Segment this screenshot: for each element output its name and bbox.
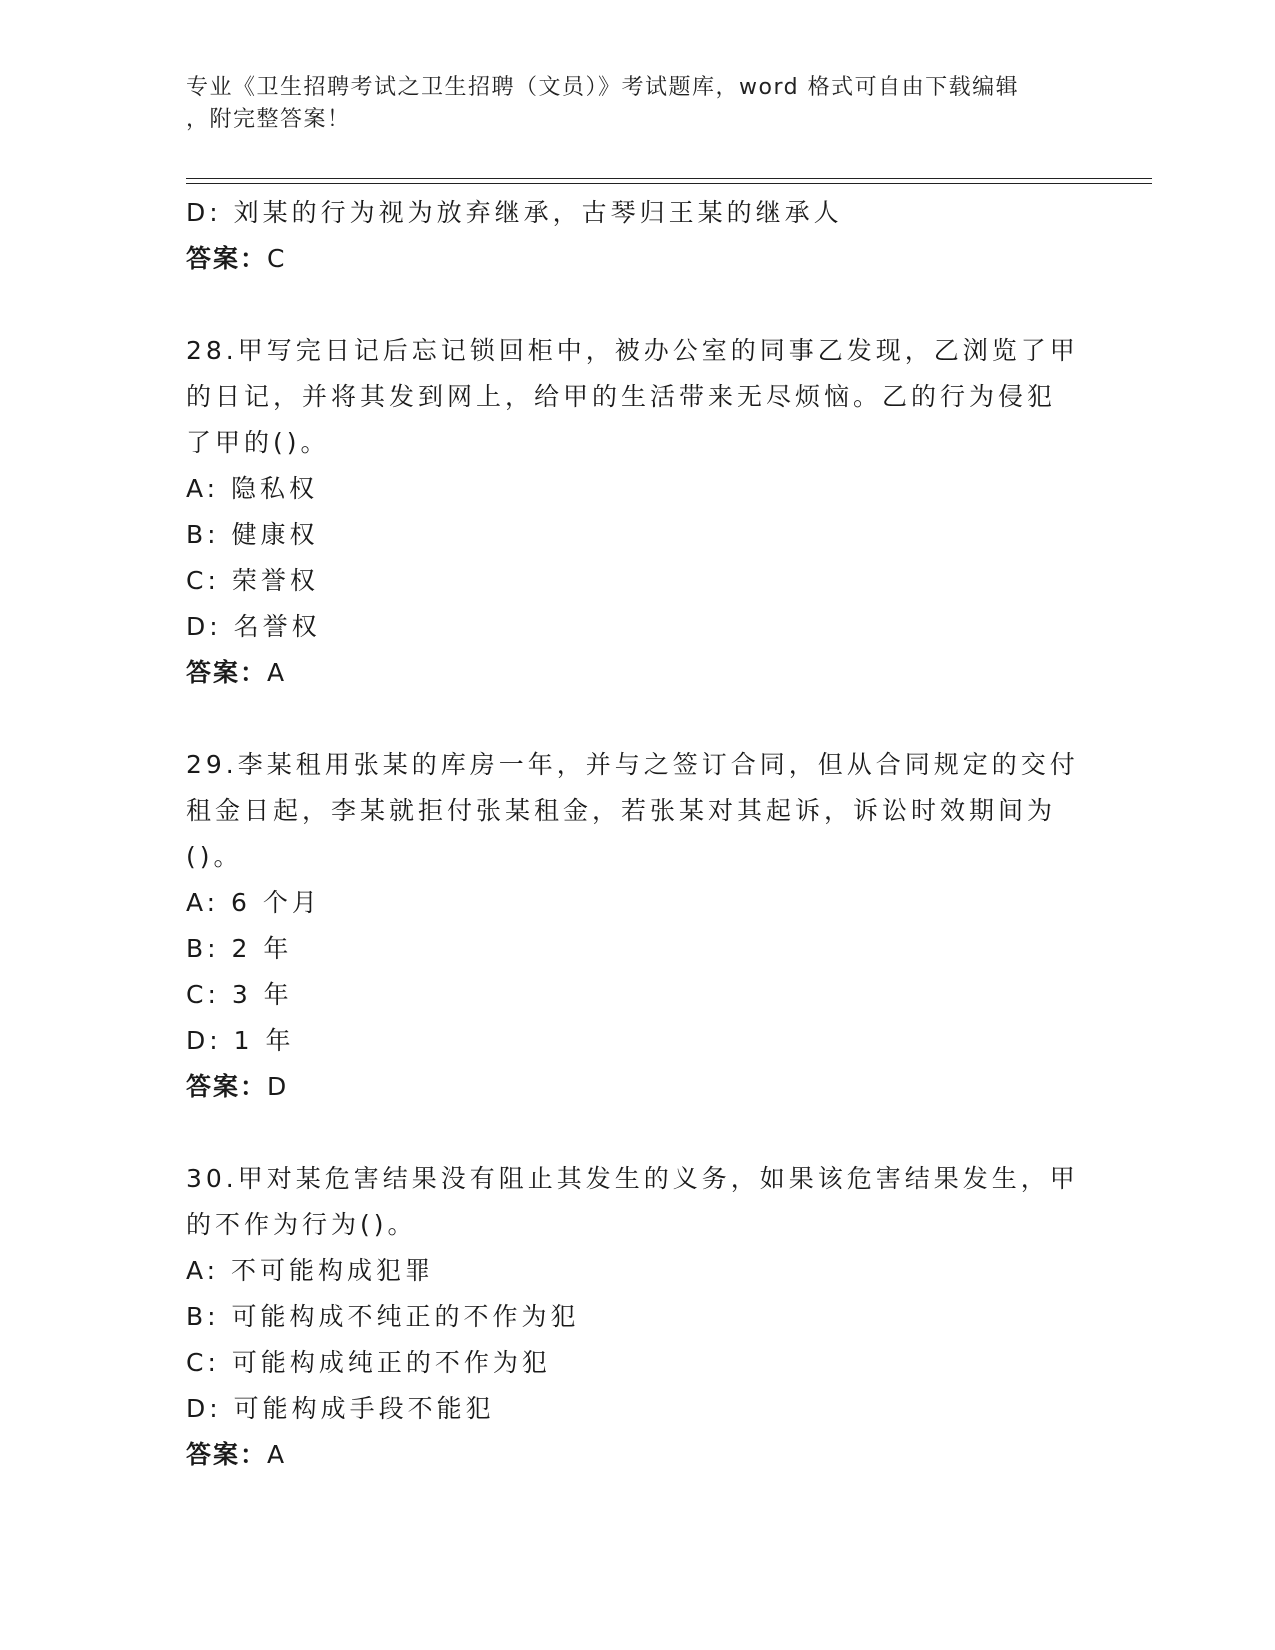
question-28 bbox=[186, 328, 1086, 696]
question-stem-line: 租金日起，李某就拒付张某租金，若张某对其起诉，诉讼时效期间为 bbox=[186, 796, 1057, 825]
header-line-1: 专业《卫生招聘考试之卫生招聘（文员）》考试题库，word 格式可自由下载编辑 bbox=[186, 75, 1020, 100]
carryover-answer bbox=[186, 236, 1086, 282]
option-b: B: 2 年 bbox=[186, 934, 293, 963]
answer-label: 答案： bbox=[186, 244, 268, 273]
option-c: C: 可能构成纯正的不作为犯 bbox=[186, 1348, 551, 1377]
option-a: A: 隐私权 bbox=[186, 474, 319, 503]
answer-label: 答案： bbox=[186, 1072, 268, 1101]
header-rule-bottom bbox=[186, 183, 1152, 184]
answer-value: A bbox=[267, 658, 289, 687]
answer bbox=[186, 1064, 1086, 1110]
option-a: A: 6 个月 bbox=[186, 888, 321, 917]
carryover-option-d: D: 刘某的行为视为放弃继承，古琴归王某的继承人 bbox=[186, 198, 843, 227]
spacer bbox=[186, 282, 1086, 328]
spacer bbox=[186, 1110, 1086, 1156]
header-line-2: ，附完整答案！ bbox=[186, 107, 351, 132]
answer bbox=[186, 650, 1086, 696]
answer-value: D bbox=[267, 1072, 291, 1101]
question-30 bbox=[186, 1156, 1086, 1478]
question-stem-line: 30.甲对某危害结果没有阻止其发生的义务，如果该危害结果发生，甲 bbox=[186, 1164, 1079, 1193]
question-29 bbox=[186, 742, 1086, 1110]
question-stem-line: 的日记，并将其发到网上，给甲的生活带来无尽烦恼。乙的行为侵犯 bbox=[186, 382, 1057, 411]
option-b: B: 健康权 bbox=[186, 520, 319, 549]
question-stem-line: 29.李某租用张某的库房一年，并与之签订合同，但从合同规定的交付 bbox=[186, 750, 1079, 779]
question-stem-line: 28.甲写完日记后忘记锁回柜中，被办公室的同事乙发现，乙浏览了甲 bbox=[186, 336, 1079, 365]
document-header bbox=[186, 72, 1066, 136]
answer-value: A bbox=[267, 1440, 289, 1469]
question-stem-line: 了甲的()。 bbox=[186, 428, 330, 457]
spacer bbox=[186, 696, 1086, 742]
option-c: C: 荣誉权 bbox=[186, 566, 319, 595]
question-stem-line: ()。 bbox=[186, 842, 243, 871]
option-b: B: 可能构成不纯正的不作为犯 bbox=[186, 1302, 580, 1331]
answer-label: 答案： bbox=[186, 1440, 268, 1469]
option-c: C: 3 年 bbox=[186, 980, 293, 1009]
answer bbox=[186, 1432, 1086, 1478]
question-content bbox=[186, 190, 1086, 1478]
answer-label: 答案： bbox=[186, 658, 268, 687]
question-stem-line: 的不作为行为()。 bbox=[186, 1210, 417, 1239]
header-rule-top bbox=[186, 178, 1152, 179]
option-d: D: 名誉权 bbox=[186, 612, 321, 641]
option-d: D: 1 年 bbox=[186, 1026, 295, 1055]
option-a: A: 不可能构成犯罪 bbox=[186, 1256, 435, 1285]
option-d: D: 可能构成手段不能犯 bbox=[186, 1394, 495, 1423]
answer-value: C bbox=[267, 244, 289, 273]
